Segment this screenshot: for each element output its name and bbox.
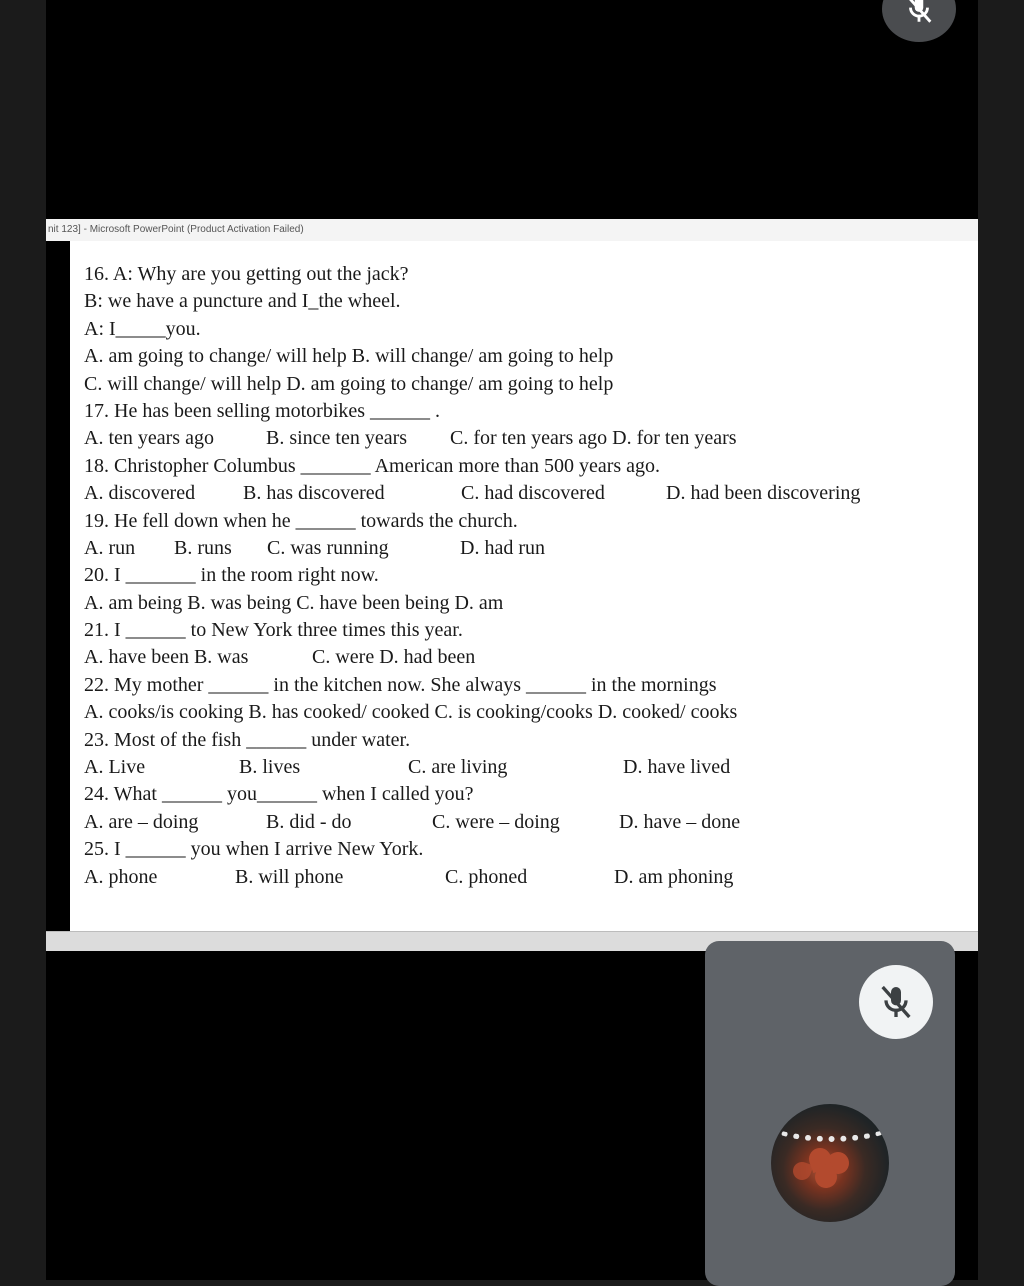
slide-text: C. had discovered (461, 482, 605, 505)
slide-line (84, 318, 964, 345)
slide-text: C. was running (267, 536, 389, 559)
slide-line (84, 373, 964, 400)
slide-text: 21. I ______ to New York three times this year. (84, 619, 463, 642)
slide-text: A. am being B. was being C. have been being D. am (84, 591, 504, 614)
participant-avatar (771, 1104, 889, 1222)
slide-text: A. cooks/is cooking B. has cooked/ cooked C. is cooking/cooks D. cooked/ cooks (84, 701, 738, 724)
mic-off-icon (902, 0, 936, 26)
slide-text: 16. A: Why are you getting out the jack? (84, 263, 409, 285)
slide-line (84, 564, 964, 591)
participant-tile[interactable] (705, 941, 955, 1286)
slide-content (84, 263, 964, 893)
slide-text: 17. He has been selling motorbikes ______ . (84, 399, 441, 422)
slide-line (84, 400, 964, 427)
slide-left-bar (46, 241, 70, 931)
slide-text: C. are living (408, 756, 508, 779)
slide-line (84, 756, 964, 783)
slide-text: 18. Christopher Columbus _______ American more than 500 years ago. (84, 454, 661, 477)
slide-text: D. have lived (623, 756, 731, 779)
slide-text: 25. I ______ you when I arrive New York. (84, 838, 424, 861)
slide-line (84, 838, 964, 865)
mic-off-icon (876, 982, 916, 1022)
slide-text: C. were – doing (432, 810, 560, 833)
slide-text: C. will change/ will help D. am going to change/ am going to help (84, 372, 614, 395)
slide-text: 20. I _______ in the room right now. (84, 564, 379, 587)
powerpoint-window (46, 219, 978, 931)
slide-line (84, 674, 964, 701)
slide-line (84, 455, 964, 482)
slide-text: B. has discovered (243, 482, 385, 505)
slide-text: D. had run (460, 536, 545, 559)
slide-text: A. run (84, 536, 136, 559)
slide-line (84, 701, 964, 728)
slide-text: B. since ten years (266, 427, 408, 450)
slide-text: 24. What ______ you______ when I called you? (84, 783, 474, 806)
slide-text: 19. He fell down when he ______ towards the church. (84, 509, 518, 532)
slide-text: C. phoned (445, 865, 528, 888)
slide-text: A: I_____you. (84, 317, 201, 340)
participant-mute-button[interactable] (859, 965, 933, 1039)
slide-text: A. have been B. was (84, 646, 249, 669)
slide-text: A. am going to change/ will help B. will change/ am going to help (84, 345, 614, 368)
slide-text: B. did - do (266, 810, 352, 833)
slide-text: B. will phone (235, 865, 344, 888)
slide-text: B. runs (174, 536, 232, 559)
slide-text: C. were D. had been (312, 646, 476, 669)
slide-line (84, 866, 964, 893)
slide-text: 23. Most of the fish ______ under water. (84, 728, 411, 751)
slide-text: A. are – doing (84, 810, 199, 833)
slide-text: A. phone (84, 865, 158, 888)
slide-text: B: we have a puncture and I_the wheel. (84, 290, 401, 313)
slide-line (84, 729, 964, 756)
slide-line (84, 290, 964, 317)
slide-text: A. ten years ago (84, 427, 214, 450)
slide-line (84, 510, 964, 537)
slide-line (84, 592, 964, 619)
slide-text: A. Live (84, 756, 146, 779)
slide-text: D. have – done (619, 810, 741, 833)
slide-line (84, 646, 964, 673)
slide-line (84, 263, 964, 290)
slide-text: C. for ten years ago D. for ten years (450, 427, 737, 450)
slide-line (84, 537, 964, 564)
slide-text: B. lives (239, 756, 301, 779)
window-title: nit 123] - Microsoft PowerPoint (Product Activation Failed) (46, 219, 978, 241)
slide-line (84, 427, 964, 454)
slide-line (84, 345, 964, 372)
slide-text: 22. My mother ______ in the kitchen now. She always ______ in the mornings (84, 673, 717, 696)
slide-line (84, 482, 964, 509)
slide-text: A. discovered (84, 482, 196, 505)
slide-line (84, 783, 964, 810)
slide-line (84, 619, 964, 646)
slide-text: D. had been discovering (666, 482, 861, 505)
slide-text: D. am phoning (614, 865, 734, 888)
slide-line (84, 811, 964, 838)
